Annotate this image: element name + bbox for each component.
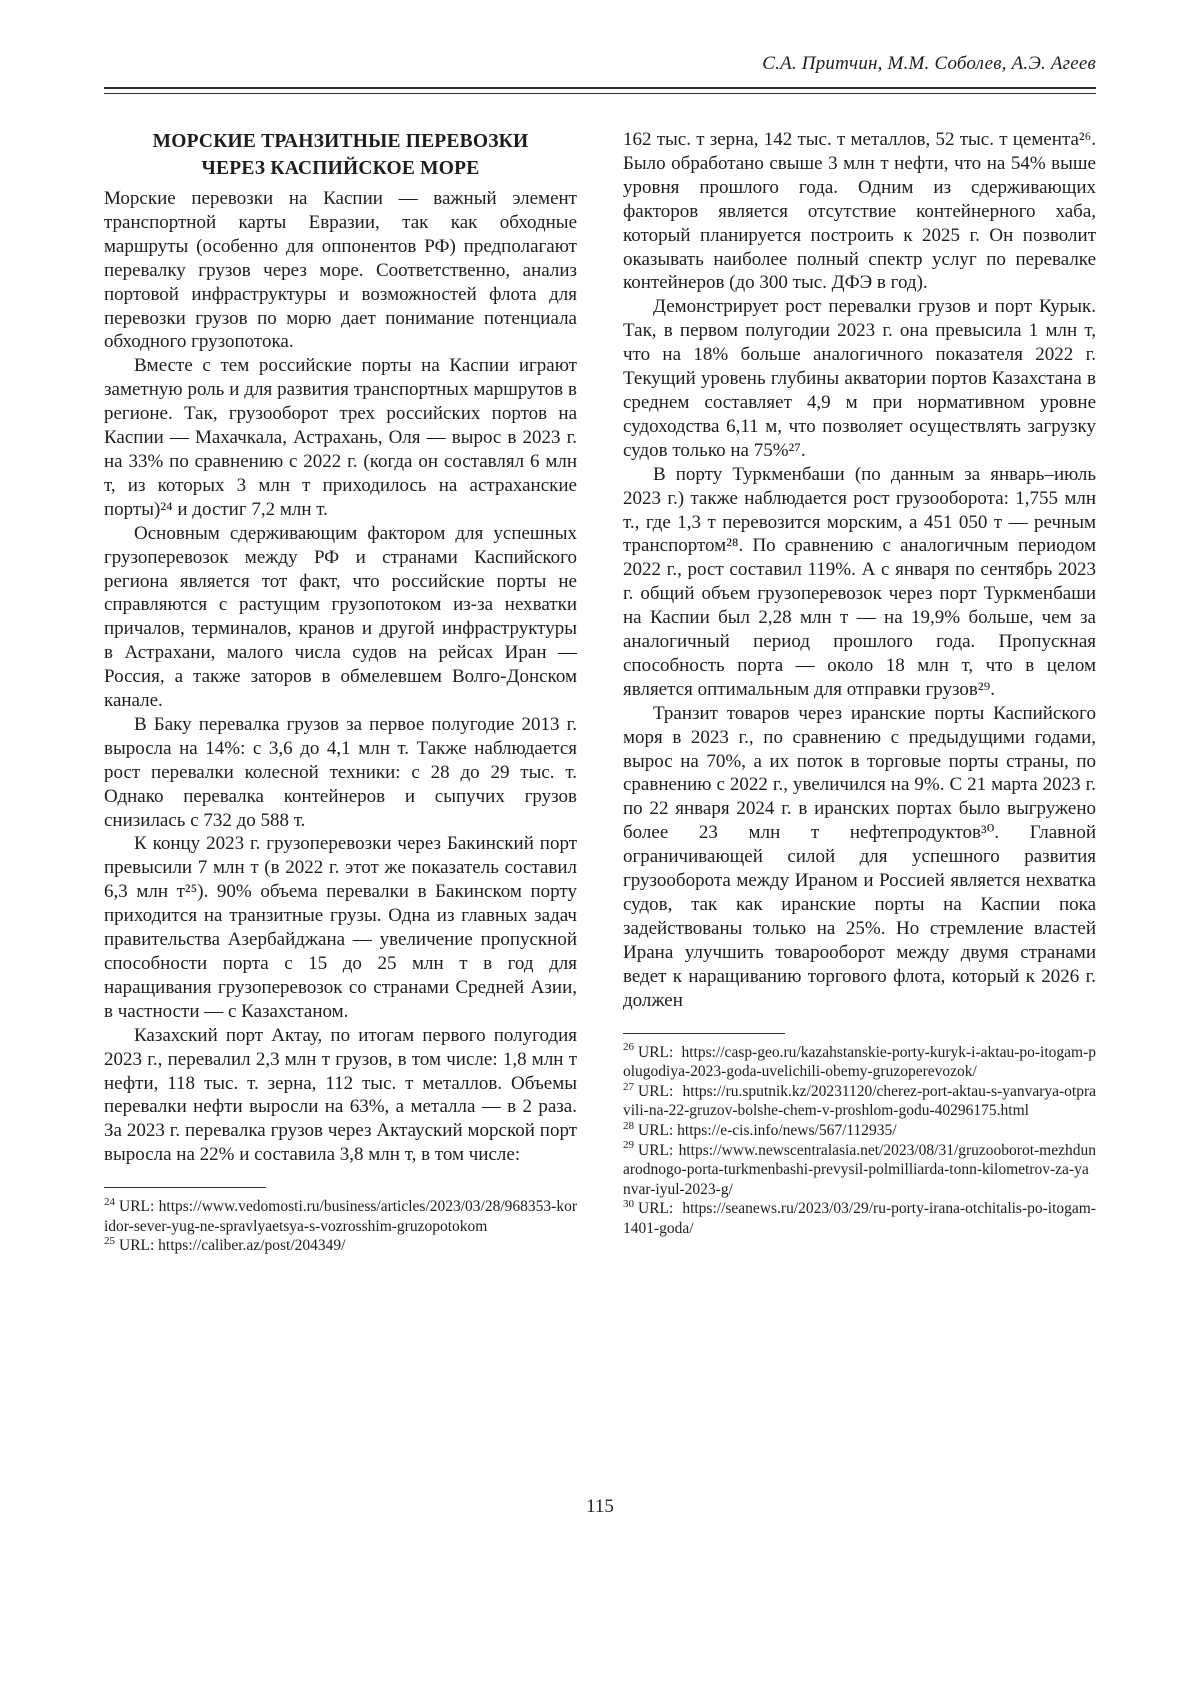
footnote-text: URL: https://e-cis.info/news/567/112935/: [638, 1121, 897, 1139]
footnote: [623, 1199, 1096, 1238]
left-column: [104, 128, 577, 1256]
footnote-number: 25: [104, 1235, 115, 1248]
article-title-line1: МОРСКИЕ ТРАНЗИТНЫЕ ПЕРЕВОЗКИ: [152, 131, 529, 152]
footnote-number: 24: [104, 1196, 115, 1208]
paragraph: 162 тыс. т зерна, 142 тыс. т металлов, 52 тыс. т цемента²⁶. Было обработано свыше 3 млн т нефти, что на 54% выше уровня прошлого года. Одним из сдерживающих факторов является отсутствие контейнерного хаба, который планируется построить к 2025 г. Он позволит оказывать наиболее полный спектр услуг по перевалке контейнеров (до 300 тыс. ДФЭ в год).: [623, 129, 1096, 294]
authors: С.А. Притчин, М.М. Соболев, А.Э. Агеев: [762, 53, 1096, 74]
article-title-line2: ЧЕРЕЗ КАСПИЙСКОЕ МОРЕ: [201, 158, 480, 179]
footnote-number: 29: [623, 1139, 634, 1152]
footnote-text: URL: https://caliber.az/post/204349/: [119, 1237, 346, 1255]
footnote-number: 30: [623, 1198, 634, 1211]
footnote-text: URL: https://ru.sputnik.kz/20231120/cherez-port-aktau-s-yanvarya-otpravili-na-22-gruzov-bolshe-chem-v-proshlom-godu-40296175.html: [623, 1082, 1096, 1120]
footnote-text: URL: https://casp-geo.ru/kazahstanskie-porty-kuryk-i-aktau-po-itogam-polugodiya-2023-goda-uvelichili-obemy-gruzoperevozok/: [623, 1043, 1096, 1081]
content: [104, 128, 1096, 1256]
article-title: [104, 128, 577, 182]
paragraph: В порту Туркменбаши (по данным за январь–июль 2023 г.) также наблюдается рост грузооборота: 1,755 млн т., где 1,3 т перевозится морским, а 451 050 т — речным транспортом²⁸. По сравнению с аналогичным периодом 2022 г., рост составил 119%. А с января по сентябрь 2023 г. общий объем грузоперевозок через порт Туркменбаши на Каспии был 2,28 млн т — на 19,9% больше, чем за аналогичный период прошлого года. Пропускная способность порта — около 18 млн т, что в целом является оптимальным для отправки грузов²⁹.: [623, 463, 1096, 700]
footnote: [104, 1236, 577, 1256]
footnotes-right: [623, 1033, 1096, 1239]
footnote-text: URL: https://www.newscentralasia.net/2023/08/31/gruzooborot-mezhdunarodnogo-porta-turkmenbashi-prevysil-polmilliarda-tonn-kilometrov-za-yanvar-iyul-2023-g/: [623, 1141, 1096, 1198]
footnotes-left: [104, 1187, 577, 1256]
footnote: [623, 1121, 1096, 1141]
paragraph: Вместе с тем российские порты на Каспии играют заметную роль и для развития транспортных маршрутов в регионе. Так, грузооборот трех российских портов на Каспии — Махачкала, Астрахань, Оля — вырос в 2023 г. на 33% по сравнению с 2022 г. (когда он составлял 6 млн т, из которых 3 млн т приходилось на астраханские порты)²⁴ и достиг 7,2 млн т.: [104, 355, 577, 520]
footnote-number: 28: [623, 1119, 634, 1132]
footnote-number: 27: [623, 1080, 634, 1093]
footnote: [623, 1043, 1096, 1082]
footnote-text: URL: https://www.vedomosti.ru/business/articles/2023/03/28/968353-koridor-sever-yug-ne-spravlyaetsya-s-vozrosshim-gruzopotokom: [104, 1198, 577, 1235]
paragraph: Морские перевозки на Каспии — важный элемент транспортной карты Евразии, так как обходные маршруты (особенно для оппонентов РФ) предполагают перевалку грузов через море. Соответственно, анализ портовой инфраструктуры и возможностей флота для перевозки грузов по морю дает понимание потенциала обходного грузопотока.: [104, 188, 577, 353]
footnote-number: 26: [623, 1041, 634, 1054]
paragraph: Транзит товаров через иранские порты Каспийского моря в 2023 г., по сравнению с предыдущими годами, вырос на 70%, а их поток в торговые порты страны, по сравнению с 2022 г., увеличился на 9%. С 21 марта 2023 г. по 22 января 2024 г. в иранских портах было выгружено более 23 млн т нефтепродуктов³⁰. Главной ограничивающей силой для успешного развития грузооборота между Ираном и Россией является нехватка судов, так как иранские порты на Каспии пока задействованы только на 25%. Но стремление властей Ирана улучшить товарооборот между двумя странами ведет к наращиванию торгового флота, который к 2026 г. должен: [623, 702, 1096, 1011]
footnote: [623, 1141, 1096, 1200]
footnote: [104, 1197, 577, 1236]
right-column: [623, 128, 1096, 1256]
footnote-rule: [104, 1187, 266, 1188]
paragraph: Демонстрирует рост перевалки грузов и порт Курык. Так, в первом полугодии 2023 г. она превысила 1 млн т, что на 18% больше аналогичного показателя 2022 г. Текущий уровень глубины акватории портов Казахстана в среднем составляет 4,9 м при нормативном уровне судоходства 6,11 м, что позволяет осуществлять загрузку судов только на 75%²⁷.: [623, 296, 1096, 461]
paragraph: Основным сдерживающим фактором для успешных грузоперевозок между РФ и странами Каспийского региона является тот факт, что российские порты не справляются с растущим грузопотоком из-за нехватки причалов, терминалов, кранов и другой инфраструктуры в Астрахани, малого числа судов на рейсах Иран — Россия, а также заторов в обмелевшем Волго-Донском канале.: [104, 522, 577, 712]
footnote-rule: [623, 1033, 785, 1034]
footnote-text: URL: https://seanews.ru/2023/03/29/ru-porty-irana-otchitalis-po-itogam-1401-goda/: [623, 1200, 1096, 1237]
page-number: 115: [586, 1496, 614, 1517]
paragraph: К концу 2023 г. грузоперевозки через Бакинский порт превысили 7 млн т (в 2022 г. этот же показатель составил 6,3 млн т²⁵). 90% объема перевалки в Бакинском порту приходится на транзитные грузы. Одна из главных задач правительства Азербайджана — увеличение пропускной способности порта с 15 до 25 млн т в год для наращивания грузоперевозок со странами Средней Азии, в частности — с Казахстаном.: [104, 833, 577, 1022]
footnote: [623, 1082, 1096, 1121]
paragraph: Казахский порт Актау, по итогам первого полугодия 2023 г., перевалил 2,3 млн т грузов, в том числе: 1,8 млн т нефти, 118 тыс. т. зерна, 112 тыс. т металлов. Объемы перевалки нефти выросли на 63%, а металла — в 2 раза. За 2023 г. перевалка грузов через Актауский морской порт выросла на 22% и составила 3,8 млн т, в том числе:: [104, 1024, 577, 1166]
paragraph: В Баку перевалка грузов за первое полугодие 2013 г. выросла на 14%: с 3,6 до 4,1 млн т. Также наблюдается рост перевалки колесной техники: с 28 до 29 тыс. т. Однако перевалка контейнеров и сыпучих грузов снизилась с 732 до 588 т.: [104, 713, 577, 831]
header-rule: [104, 87, 1096, 94]
page-header: [104, 52, 1096, 94]
